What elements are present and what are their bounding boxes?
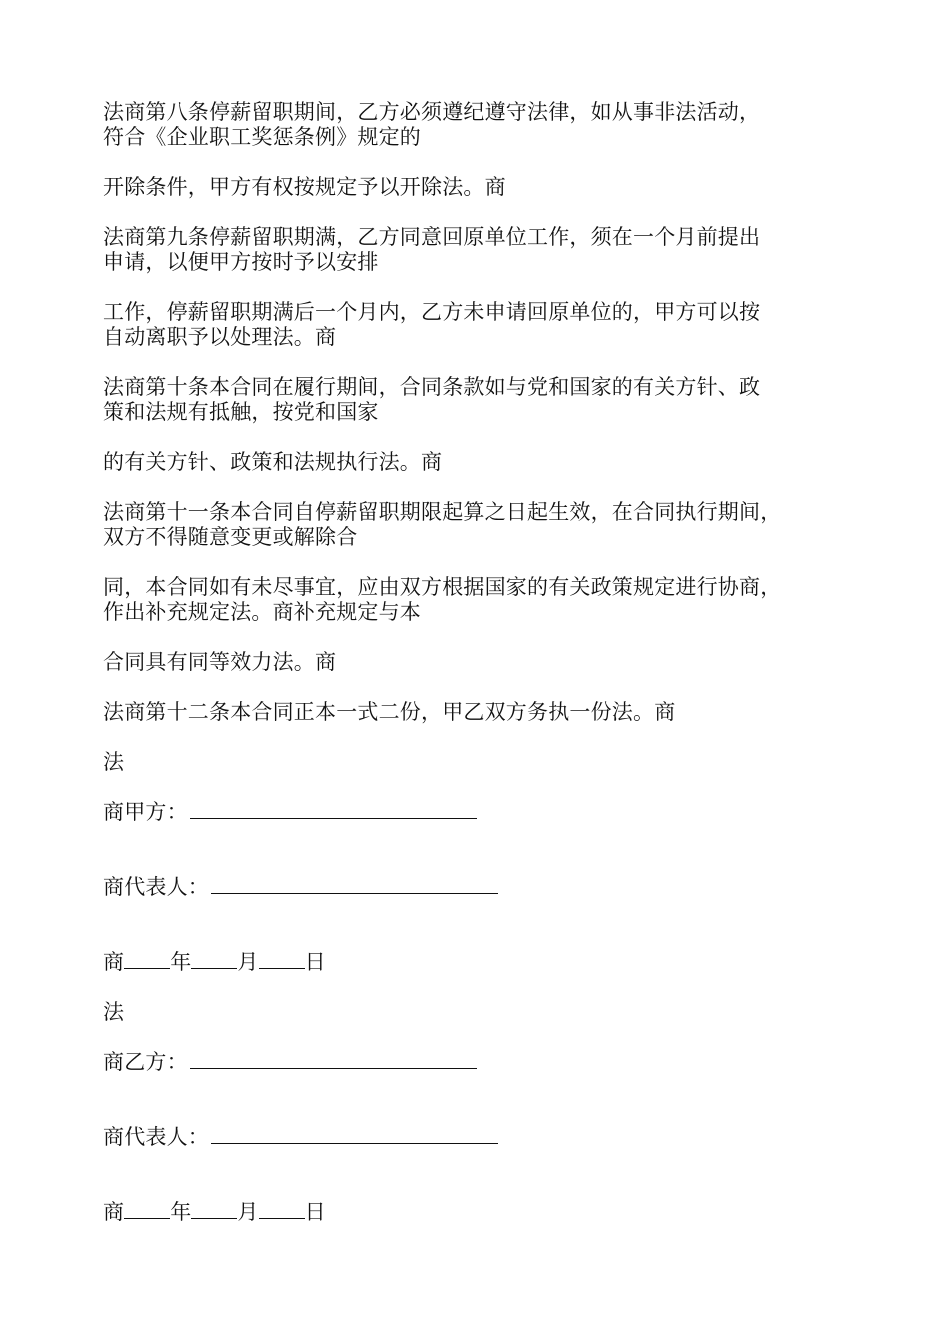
signature-b-marker: 法 bbox=[103, 1000, 125, 1024]
rep-b-label: 商代表人： bbox=[103, 1125, 209, 1149]
article-8-line-3: 开除条件，甲方有权按规定予以开除法。商 bbox=[103, 175, 506, 199]
article-9-line-4: 自动离职予以处理法。商 bbox=[103, 325, 337, 349]
article-9-line-2: 申请，以便甲方按时予以安排 bbox=[103, 250, 379, 274]
article-12-line-1: 法商第十二条本合同正本一式二份，甲乙双方务执一份法。商 bbox=[103, 700, 676, 724]
signature-b-rep-row bbox=[103, 1125, 498, 1150]
rep-b-signature-blank[interactable] bbox=[211, 1125, 498, 1144]
date-a-month-blank[interactable] bbox=[191, 950, 237, 969]
party-b-signature-blank[interactable] bbox=[190, 1050, 477, 1069]
date-a-prefix: 商 bbox=[103, 950, 125, 974]
article-8-line-1: 法商第八条停薪留职期间，乙方必须遵纪遵守法律，如从事非法活动， bbox=[103, 100, 761, 124]
signature-a-date-row bbox=[103, 950, 326, 975]
date-a-day-blank[interactable] bbox=[259, 950, 305, 969]
article-11-line-1: 法商第十一条本合同自停薪留职期限起算之日起生效，在合同执行期间， bbox=[103, 500, 782, 524]
rep-a-label: 商代表人： bbox=[103, 875, 209, 899]
article-11-line-3: 同，本合同如有未尽事宜，应由双方根据国家的有关政策规定进行协商， bbox=[103, 575, 782, 599]
date-a-year-blank[interactable] bbox=[124, 950, 170, 969]
article-10-line-1: 法商第十条本合同在履行期间，合同条款如与党和国家的有关方针、政 bbox=[103, 375, 761, 399]
party-a-signature-blank[interactable] bbox=[190, 800, 477, 819]
party-b-label: 商乙方： bbox=[103, 1050, 188, 1074]
article-9-line-3: 工作，停薪留职期满后一个月内，乙方未申请回原单位的，甲方可以按 bbox=[103, 300, 761, 324]
rep-a-signature-blank[interactable] bbox=[211, 875, 498, 894]
date-b-day-label: 日 bbox=[304, 1200, 326, 1224]
date-b-month-blank[interactable] bbox=[191, 1200, 237, 1219]
signature-a-marker: 法 bbox=[103, 750, 125, 774]
date-b-day-blank[interactable] bbox=[259, 1200, 305, 1219]
article-11-line-2: 双方不得随意变更或解除合 bbox=[103, 525, 358, 549]
date-b-month-label: 月 bbox=[237, 1200, 259, 1224]
signature-b-party-row bbox=[103, 1050, 477, 1075]
signature-a-party-row bbox=[103, 800, 477, 825]
article-10-line-3: 的有关方针、政策和法规执行法。商 bbox=[103, 450, 443, 474]
date-b-prefix: 商 bbox=[103, 1200, 125, 1224]
date-b-year-blank[interactable] bbox=[124, 1200, 170, 1219]
signature-a-rep-row bbox=[103, 875, 498, 900]
date-b-year-label: 年 bbox=[170, 1200, 192, 1224]
article-10-line-2: 策和法规有抵触，按党和国家 bbox=[103, 400, 379, 424]
signature-b-date-row bbox=[103, 1200, 326, 1225]
article-9-line-1: 法商第九条停薪留职期满，乙方同意回原单位工作，须在一个月前提出 bbox=[103, 225, 761, 249]
date-a-day-label: 日 bbox=[304, 950, 326, 974]
article-8-line-2: 符合《企业职工奖惩条例》规定的 bbox=[103, 125, 421, 149]
party-a-label: 商甲方： bbox=[103, 800, 188, 824]
article-11-line-5: 合同具有同等效力法。商 bbox=[103, 650, 337, 674]
date-a-month-label: 月 bbox=[237, 950, 259, 974]
article-11-line-4: 作出补充规定法。商补充规定与本 bbox=[103, 600, 421, 624]
date-a-year-label: 年 bbox=[170, 950, 192, 974]
